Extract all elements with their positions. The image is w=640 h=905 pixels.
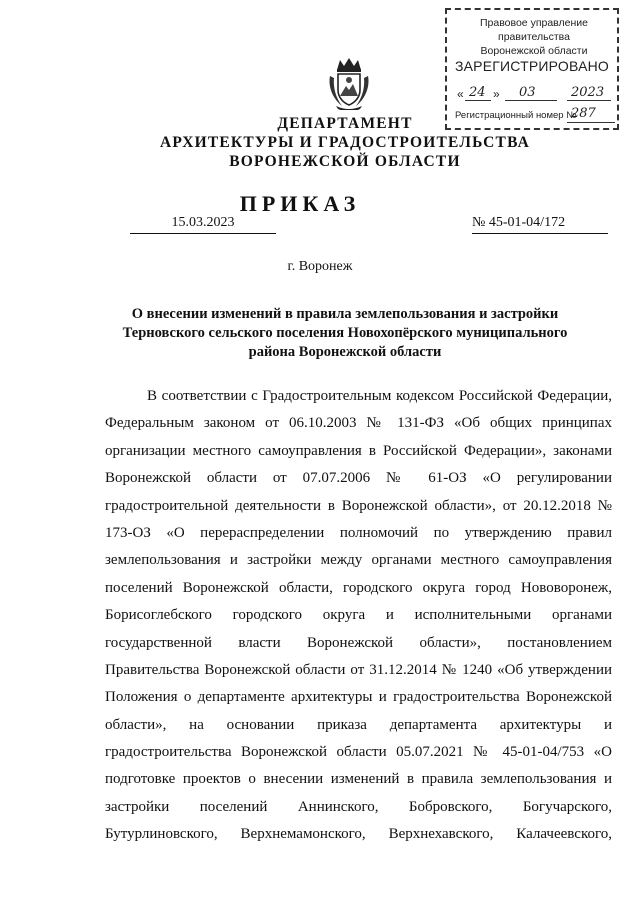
body-line: подготовке проектов о внесении изменений в правила землепользования и (105, 771, 612, 788)
document-type-title: ПРИКАЗ (239, 191, 361, 216)
body-paragraph (105, 383, 612, 849)
body-line: Воронежской области от 07.07.2006 № 61-ОЗ «О регулировании (105, 470, 612, 487)
body-line: В соответствии с Градостроительным кодексом Российской Федерации, (147, 388, 612, 404)
subject-line3: района Воронежской области (248, 344, 442, 360)
body-line: градостроительной деятельности в Воронежской области», от 20.12.2018 № (105, 497, 612, 514)
stamp-reg-number: 287 (571, 106, 596, 121)
body-line: застройки поселений Аннинского, Бобровского, Богучарского, (105, 798, 612, 815)
registration-stamp (445, 8, 619, 130)
body-line: организации местного самоуправления в Российской Федерации», законами (105, 442, 612, 459)
body-line: Федеральным законом от 06.10.2003 № 131-ФЗ «Об общих принципах (105, 415, 612, 432)
department-title-line1: ДЕПАРТАМЕНТ (277, 115, 413, 132)
department-title-line3: ВОРОНЕЖСКОЙ ОБЛАСТИ (229, 153, 461, 170)
stamp-organization (453, 16, 615, 58)
department-title-line2: АРХИТЕКТУРЫ И ГРАДОСТРОИТЕЛЬСТВА (159, 134, 531, 151)
stamp-reg-label: Регистрационный номер № (455, 110, 577, 121)
stamp-date (457, 85, 613, 103)
body-line: Борисоглебского городского округа и исполнительными органами (105, 607, 612, 624)
body-line: области», на основании приказа департамента архитектуры и (105, 716, 612, 733)
body-line: 173-ОЗ «О перераспределении полномочий по утверждению правил (105, 524, 612, 541)
stamp-year: 2023 (571, 85, 605, 100)
city: г. Воронеж (287, 259, 353, 274)
body-line: землепользования и застройки между органами местного самоуправления (105, 552, 612, 569)
order-date: 15.03.2023 (130, 215, 276, 234)
stamp-org-line1: Правовое управление правительства (479, 17, 588, 43)
coat-of-arms-icon (326, 56, 372, 110)
subject-line2: Терновского сельского поселения Новохопёрского муниципального (122, 325, 568, 341)
body-line: Положения о департаменте архитектуры и градостроительства Воронежской (105, 689, 612, 706)
body-line: поселений Воронежской области, городского округа город Нововоронеж, (105, 579, 612, 596)
stamp-day: 24 (469, 85, 486, 100)
stamp-registered-label: ЗАРЕГИСТРИРОВАНО (454, 58, 610, 74)
body-line: государственной власти Воронежской области», постановлением (105, 634, 612, 651)
body-line: Бутурлиновского, Верхнемамонского, Верхнехавского, Калачеевского, (105, 826, 612, 843)
stamp-org-line2: Воронежской области (480, 45, 588, 57)
order-number: № 45-01-04/172 (472, 215, 608, 234)
stamp-month: 03 (519, 85, 536, 100)
body-line: Правительства Воронежской области от 31.12.2014 № 1240 «Об утверждении (105, 661, 612, 678)
stamp-quote-open: « (457, 87, 464, 101)
body-line: градостроительства Воронежской области 05.07.2021 № 45-01-04/753 «О (105, 744, 612, 761)
stamp-quote-close: » (493, 87, 500, 101)
subject-line1: О внесении изменений в правила землепользования и застройки (131, 306, 559, 322)
